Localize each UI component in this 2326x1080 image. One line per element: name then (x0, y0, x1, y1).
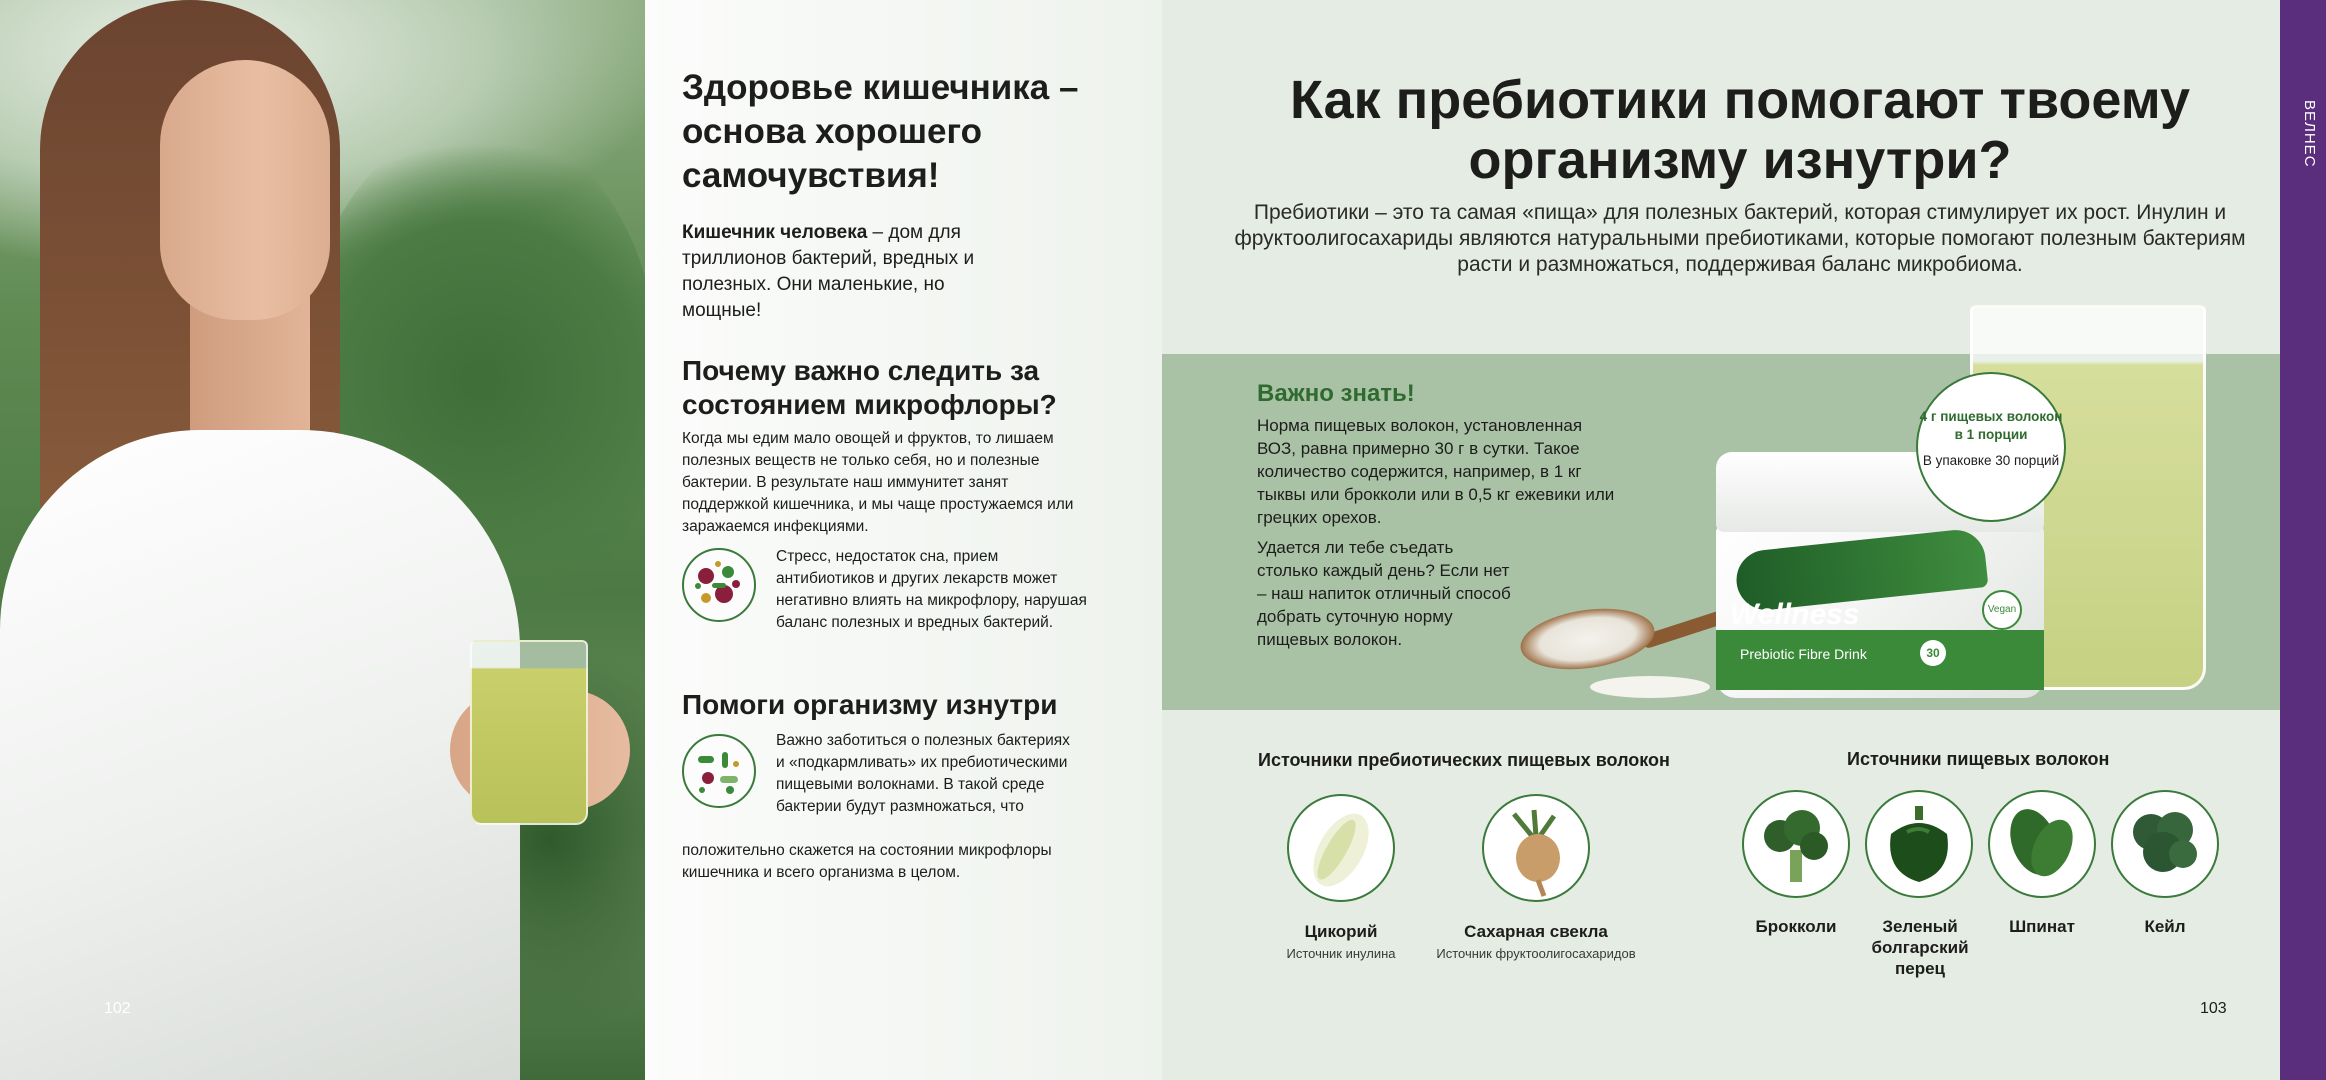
who-norm-paragraph: Норма пищевых волокон, установленная ВОЗ, равна примерно 30 г в сутки. Такое количество содержится, например, в 1 кг тыквы или брокколи или в 0,5 кг ежевики или грецких орехов. (1257, 416, 1615, 527)
section-side-tab-label: ВЕЛНЕС (2301, 100, 2318, 168)
help-paragraph-a: Важно заботиться о полезных бактериях и «подкармливать» их пребиотическими пищевыми волокнами. В такой среде бактерии будут размножаться, что (776, 732, 1070, 815)
portion-count-text: В упаковке 30 порций (1922, 453, 2060, 468)
chicory-image (1287, 794, 1395, 902)
broccoli-image (1742, 790, 1850, 898)
intro-bold: Кишечник человека (682, 222, 868, 243)
spinach-image (1988, 790, 2096, 898)
fiber-sources-heading: Источники пищевых волокон (1847, 749, 2110, 769)
kale-image (2111, 790, 2219, 898)
sugar-beet-name: Сахарная свекла (1464, 922, 1608, 941)
chicory-source: Источник инулина (1286, 946, 1396, 961)
chicory-name: Цикорий (1304, 922, 1378, 941)
jar-brand-logo: Wellness (1730, 598, 1860, 631)
harmful-bacteria-icon (682, 548, 756, 622)
help-heading: Помоги организму изнутри (682, 689, 1058, 720)
intro-text: – дом для триллионов бактерий, вредных и полезных. Они маленькие, но мощные! (682, 222, 975, 321)
intro-paragraph (682, 220, 1012, 324)
portion-info-circle (1916, 372, 2066, 522)
woman-face (160, 60, 330, 320)
vegan-badge: Vegan (1982, 590, 2022, 630)
woman-shirt (0, 430, 520, 1080)
green-pepper-name: Зеленый болгарский перец (1871, 917, 1969, 978)
powder-pile (1590, 676, 1710, 698)
why-heading: Почему важно следить за состоянием микрофлоры? (682, 355, 1057, 420)
daily-intake-paragraph: Удается ли тебе съедать столько каждый день? Если нет – наш напиток отличный способ добрать суточную норму пищевых волокон. (1257, 538, 1511, 649)
servings-badge: 30 (1920, 640, 1946, 666)
right-page-title: Как пребиотики помогают твоему организму изнутри? (1289, 70, 2191, 190)
spinach-name: Шпинат (2009, 917, 2075, 936)
prebiotic-sources-heading: Источники пребиотических пищевых волокон (1258, 750, 1670, 770)
green-pepper-image (1865, 790, 1973, 898)
woman-photo (0, 0, 645, 1080)
page-number-left: 102 (104, 1000, 131, 1017)
important-heading: Важно знать! (1257, 380, 1415, 407)
jar-product-name: Prebiotic Fibre Drink (1740, 646, 1867, 662)
sugar-beet-image (1482, 794, 1590, 902)
stress-paragraph: Стресс, недостаток сна, прием антибиотиков и других лекарств может негативно влиять на микрофлору, нарушая баланс полезных и вредных бактерий. (776, 548, 1087, 631)
drink-glass-photo (470, 640, 588, 825)
broccoli-name: Брокколи (1755, 917, 1837, 936)
left-page-title: Здоровье кишечника – основа хорошего самочувствия! (682, 68, 1079, 195)
page-number-right: 103 (2200, 1000, 2227, 1017)
portion-fiber-text: 4 г пищевых волокон в 1 порции (1919, 409, 2063, 442)
why-paragraph: Когда мы едим мало овощей и фруктов, то лишаем полезных веществ не только себя, но и полезные бактерии. В результате наш иммунитет занят поддержкой кишечника, и мы чаще простужаемся или заражаемся инфекциями. (682, 430, 1074, 535)
help-paragraph-b: положительно скажется на состоянии микрофлоры кишечника и всего организма в целом. (682, 842, 1052, 881)
kale-name: Кейл (2144, 917, 2186, 936)
good-bacteria-icon (682, 734, 756, 808)
sugar-beet-source: Источник фруктоолигосахаридов (1436, 946, 1636, 961)
right-lead-paragraph: Пребиотики – это та самая «пища» для полезных бактерий, которая стимулирует их рост. Инулин и фруктоолигосахариды являются натуральными пребиотиками, которые помогают полезным бактериям расти и размножаться, поддерживая баланс микробиома. (1234, 201, 2246, 276)
